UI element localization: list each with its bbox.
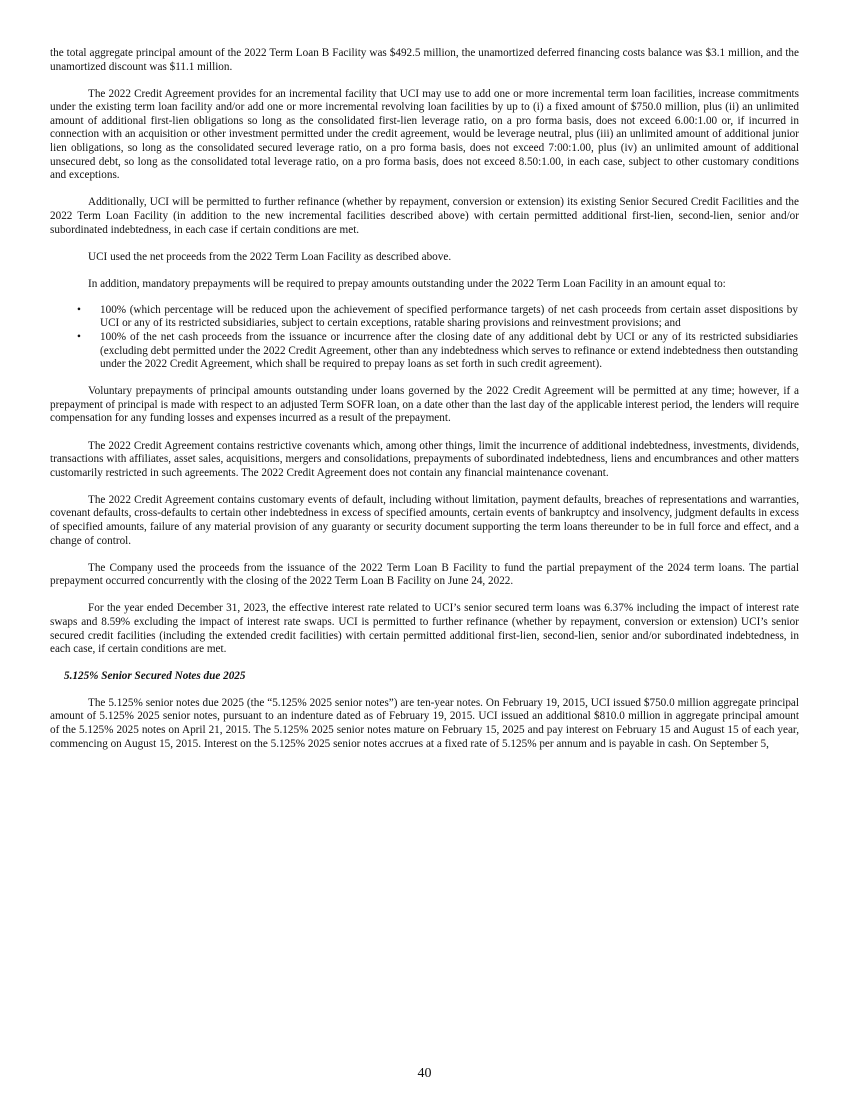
paragraph-events-of-default: The 2022 Credit Agreement contains customary events of default, including without limitation, payment defaults, breaches of representations and warranties, covenant defaults, cross-defaults to certain other indebtedness in excess of specified amounts, certain events of bankruptcy and insolvency, judgment defaults in excess of specified amounts, failure of any material provision of any guaranty or security document supporting the term loans thereunder to be in full force and effect, and a change of control. <box>50 493 799 547</box>
paragraph-continuation: the total aggregate principal amount of the 2022 Term Loan B Facility was $492.5 million, the unamortized deferred financing costs balance was $3.1 million, and the unamortized discount was $11.1 million. <box>50 47 799 73</box>
paragraph-net-proceeds: UCI used the net proceeds from the 2022 Term Loan Facility as described above. <box>88 250 452 263</box>
paragraph-mandatory-prepayments: In addition, mandatory prepayments will be required to prepay amounts outstanding under the 2022 Term Loan Facility in an amount equal to: <box>88 277 726 290</box>
list-item <box>50 304 799 331</box>
bullet-text: 100% (which percentage will be reduced upon the achievement of specified performance targets) of net cash proceeds from certain asset dispositions by UCI or any of its restricted subsidiaries, subject to certain exceptions, ratable sharing provisions and reinvestment provisions; and <box>100 303 798 330</box>
paragraph-incremental-facility: The 2022 Credit Agreement provides for an incremental facility that UCI may use to add one or more incremental term loan facilities, increase commitments under the existing term loan facility and/or add one or more incremental revolving loan facilities by up to (i) a fixed amount of $750.0 million, plus (ii) an unlimited amount of additional first-lien obligations so long as the consolidated first-lien leverage ratio, on a pro forma basis, does not exceed 6.00:1.00 or, if incurred in connection with an acquisition or other investment permitted under the credit agreement, would be leverage neutral, plus (iii) an unlimited amount of additional junior lien obligations, so long as the consolidated secured leverage ratio, on a pro forma basis, does not exceed 7:00:1.00, plus (iv) an unlimited amount of additional unsecured debt, so long as the consolidated total leverage ratio, on a pro forma basis, does not exceed 8.50:1.00, in each case, subject to other customary conditions and exceptions. <box>50 87 799 182</box>
list-item <box>50 331 799 372</box>
bullet-text: 100% of the net cash proceeds from the issuance or incurrence after the closing date of any additional debt by UCI or any of its restricted subsidiaries (excluding debt permitted under the 2022 Credit Agreement, other than any indebtedness which serves to refinance or extend indebtedness then outstanding under the 2022 Credit Agreement, which shall be required to prepay loans as set forth in such credit agreement). <box>100 331 798 371</box>
bullet-marker: • <box>77 303 81 316</box>
page-number: 40 <box>417 1066 432 1081</box>
paragraph-voluntary-prepayments: Voluntary prepayments of principal amounts outstanding under loans governed by the 2022 Credit Agreement will be permitted at any time; however, if a prepayment of principal is made with respect to an adjusted Term SOFR loan, on a date other than the last day of the applicable interest period, the lenders will require compensation for any funding losses and expenses incurred as a result of the prepayment. <box>50 385 799 425</box>
section-heading: 5.125% Senior Secured Notes due 2025 <box>64 670 246 683</box>
bullet-marker: • <box>77 331 81 343</box>
paragraph-proceeds-use: The Company used the proceeds from the issuance of the 2022 Term Loan B Facility to fund the partial prepayment of the 2024 term loans. The partial prepayment occurred concurrently with the closing of the 2022 Term Loan B Facility on June 24, 2022. <box>50 561 799 588</box>
document-page <box>50 47 799 765</box>
bullet-list <box>50 304 799 372</box>
paragraph-restrictive-covenants: The 2022 Credit Agreement contains restrictive covenants which, among other things, limit the incurrence of additional indebtedness, investments, dividends, transactions with affiliates, asset sales, acquisitions, mergers and consolidations, prepayments of subordinated indebtedness, liens and encumbrances and other matters customarily restricted in such agreements. The 2022 Credit Agreement does not contain any financial maintenance covenant. <box>50 439 799 479</box>
paragraph-effective-interest-rate: For the year ended December 31, 2023, the effective interest rate related to UCI’s senior secured term loans was 6.37% including the impact of interest rate swaps and 8.59% excluding the impact of interest rate swaps. UCI is permitted to further refinance (whether by repayment, conversion or extension) UCI’s senior secured credit facilities (including the extended credit facilities) with certain permitted additional first-lien, second-lien, senior and/or subordinated indebtedness, in each case, if certain conditions are met. <box>50 602 799 656</box>
paragraph-refinance: Additionally, UCI will be permitted to further refinance (whether by repayment, conversion or extension) its existing Senior Secured Credit Facilities and the 2022 Term Loan Facility (in addition to the new incremental facilities described above) with certain permitted additional first-lien, second-lien, senior and/or subordinated indebtedness, in each case if certain conditions are met. <box>50 196 799 236</box>
paragraph-senior-notes: The 5.125% senior notes due 2025 (the “5.125% 2025 senior notes”) are ten-year notes. On February 19, 2015, UCI issued $750.0 million aggregate principal amount of 5.125% 2025 senior notes, pursuant to an indenture dated as of February 19, 2015. UCI issued an additional $810.0 million in aggregate principal amount of the 5.125% 2025 notes on April 21, 2015. The 5.125% 2025 senior notes mature on February 15, 2025 and pay interest on February 15 and August 15 of each year, commencing on August 15, 2015. Interest on the 5.125% 2025 senior notes accrues at a fixed rate of 5.125% per annum and is payable in cash. On September 5, <box>50 696 799 750</box>
